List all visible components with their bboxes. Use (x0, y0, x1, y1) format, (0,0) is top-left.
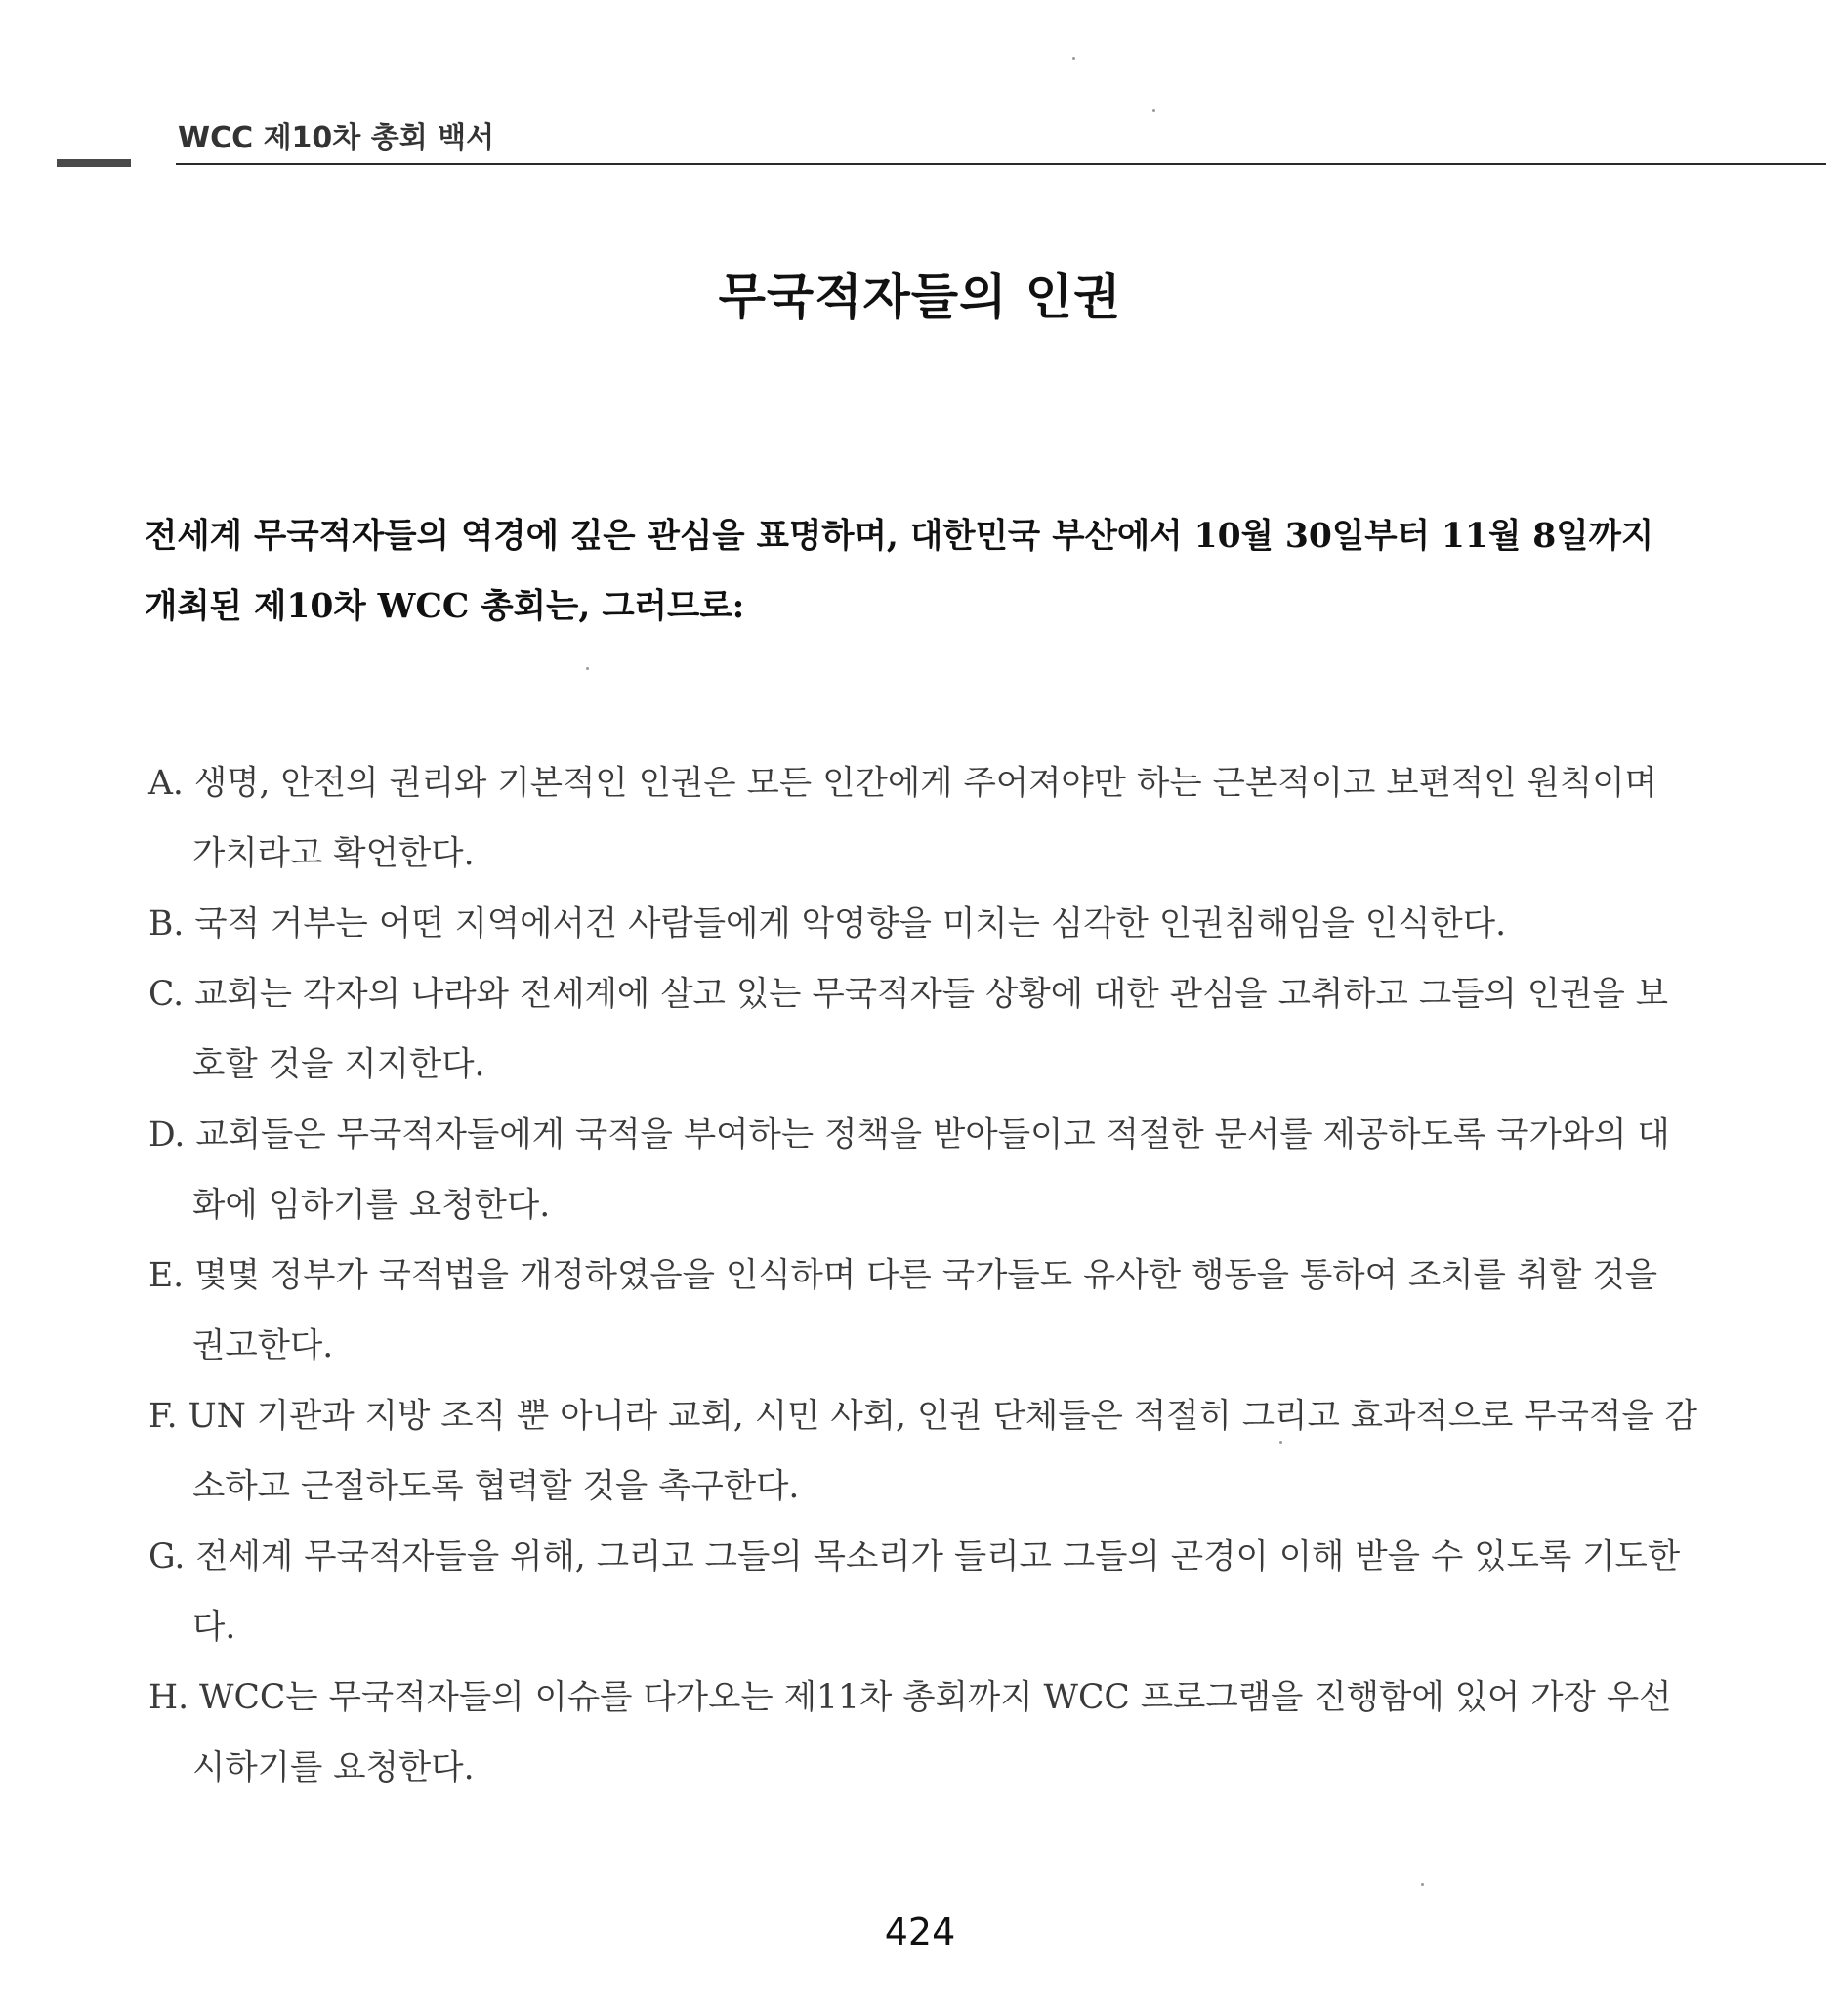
scan-speck (1279, 1441, 1282, 1444)
scan-speck (1421, 1883, 1424, 1886)
list-item-h: H. WCC는 무국적자들의 이슈를 다가오는 제11차 총회까지 WCC 프로그램을 진행함에 있어 가장 우선시하기를 요청한다. (148, 1678, 1672, 1787)
resolution-list (148, 748, 1697, 1803)
list-item-c: C. 교회는 각자의 나라와 전세계에 살고 있는 무국적자들 상황에 대한 관심을 고취하고 그들의 인권을 보호할 것을 지지한다. (148, 975, 1669, 1084)
page-number: 424 (884, 1911, 956, 1953)
page-title: 무국적자들의 인권 (718, 268, 1122, 325)
scan-speck (586, 667, 589, 670)
list-item-a: A. 생명, 안전의 권리와 기본적인 인권은 모든 인간에게 주어져야만 하는 근본적이고 보편적인 원칙이며 가치라고 확언한다. (148, 764, 1657, 873)
running-header-title: WCC 제10차 총회 백서 (178, 121, 495, 155)
header-rule (176, 163, 1826, 165)
list-item-g: G. 전세계 무국적자들을 위해, 그리고 그들의 목소리가 들리고 그들의 곤경이 이해 받을 수 있도록 기도한다. (148, 1537, 1681, 1647)
list-item-d: D. 교회들은 무국적자들에게 국적을 부여하는 정책을 받아들이고 적절한 문서를 제공하도록 국가와의 대화에 임하기를 요청한다. (148, 1115, 1670, 1225)
header-accent-bar (57, 159, 131, 167)
list-item-e: E. 몇몇 정부가 국적법을 개정하였음을 인식하며 다른 국가들도 유사한 행동을 통하여 조치를 취할 것을 권고한다. (148, 1256, 1658, 1365)
intro-paragraph: 전세계 무국적자들의 역경에 깊은 관심을 표명하며, 대한민국 부산에서 10월 30일부터 11월 8일까지 개최된 제10차 WCC 총회는, 그러므로: (145, 517, 1654, 626)
list-item-f: F. UN 기관과 지방 조직 뿐 아니라 교회, 시민 사회, 인권 단체들은 적절히 그리고 효과적으로 무국적을 감소하고 근절하도록 협력할 것을 촉구한다. (148, 1397, 1697, 1506)
list-item-b: B. 국적 거부는 어떤 지역에서건 사람들에게 악영향을 미치는 심각한 인권침해임을 인식한다. (148, 904, 1507, 944)
scan-speck (1152, 109, 1155, 112)
scan-speck (1072, 57, 1075, 60)
